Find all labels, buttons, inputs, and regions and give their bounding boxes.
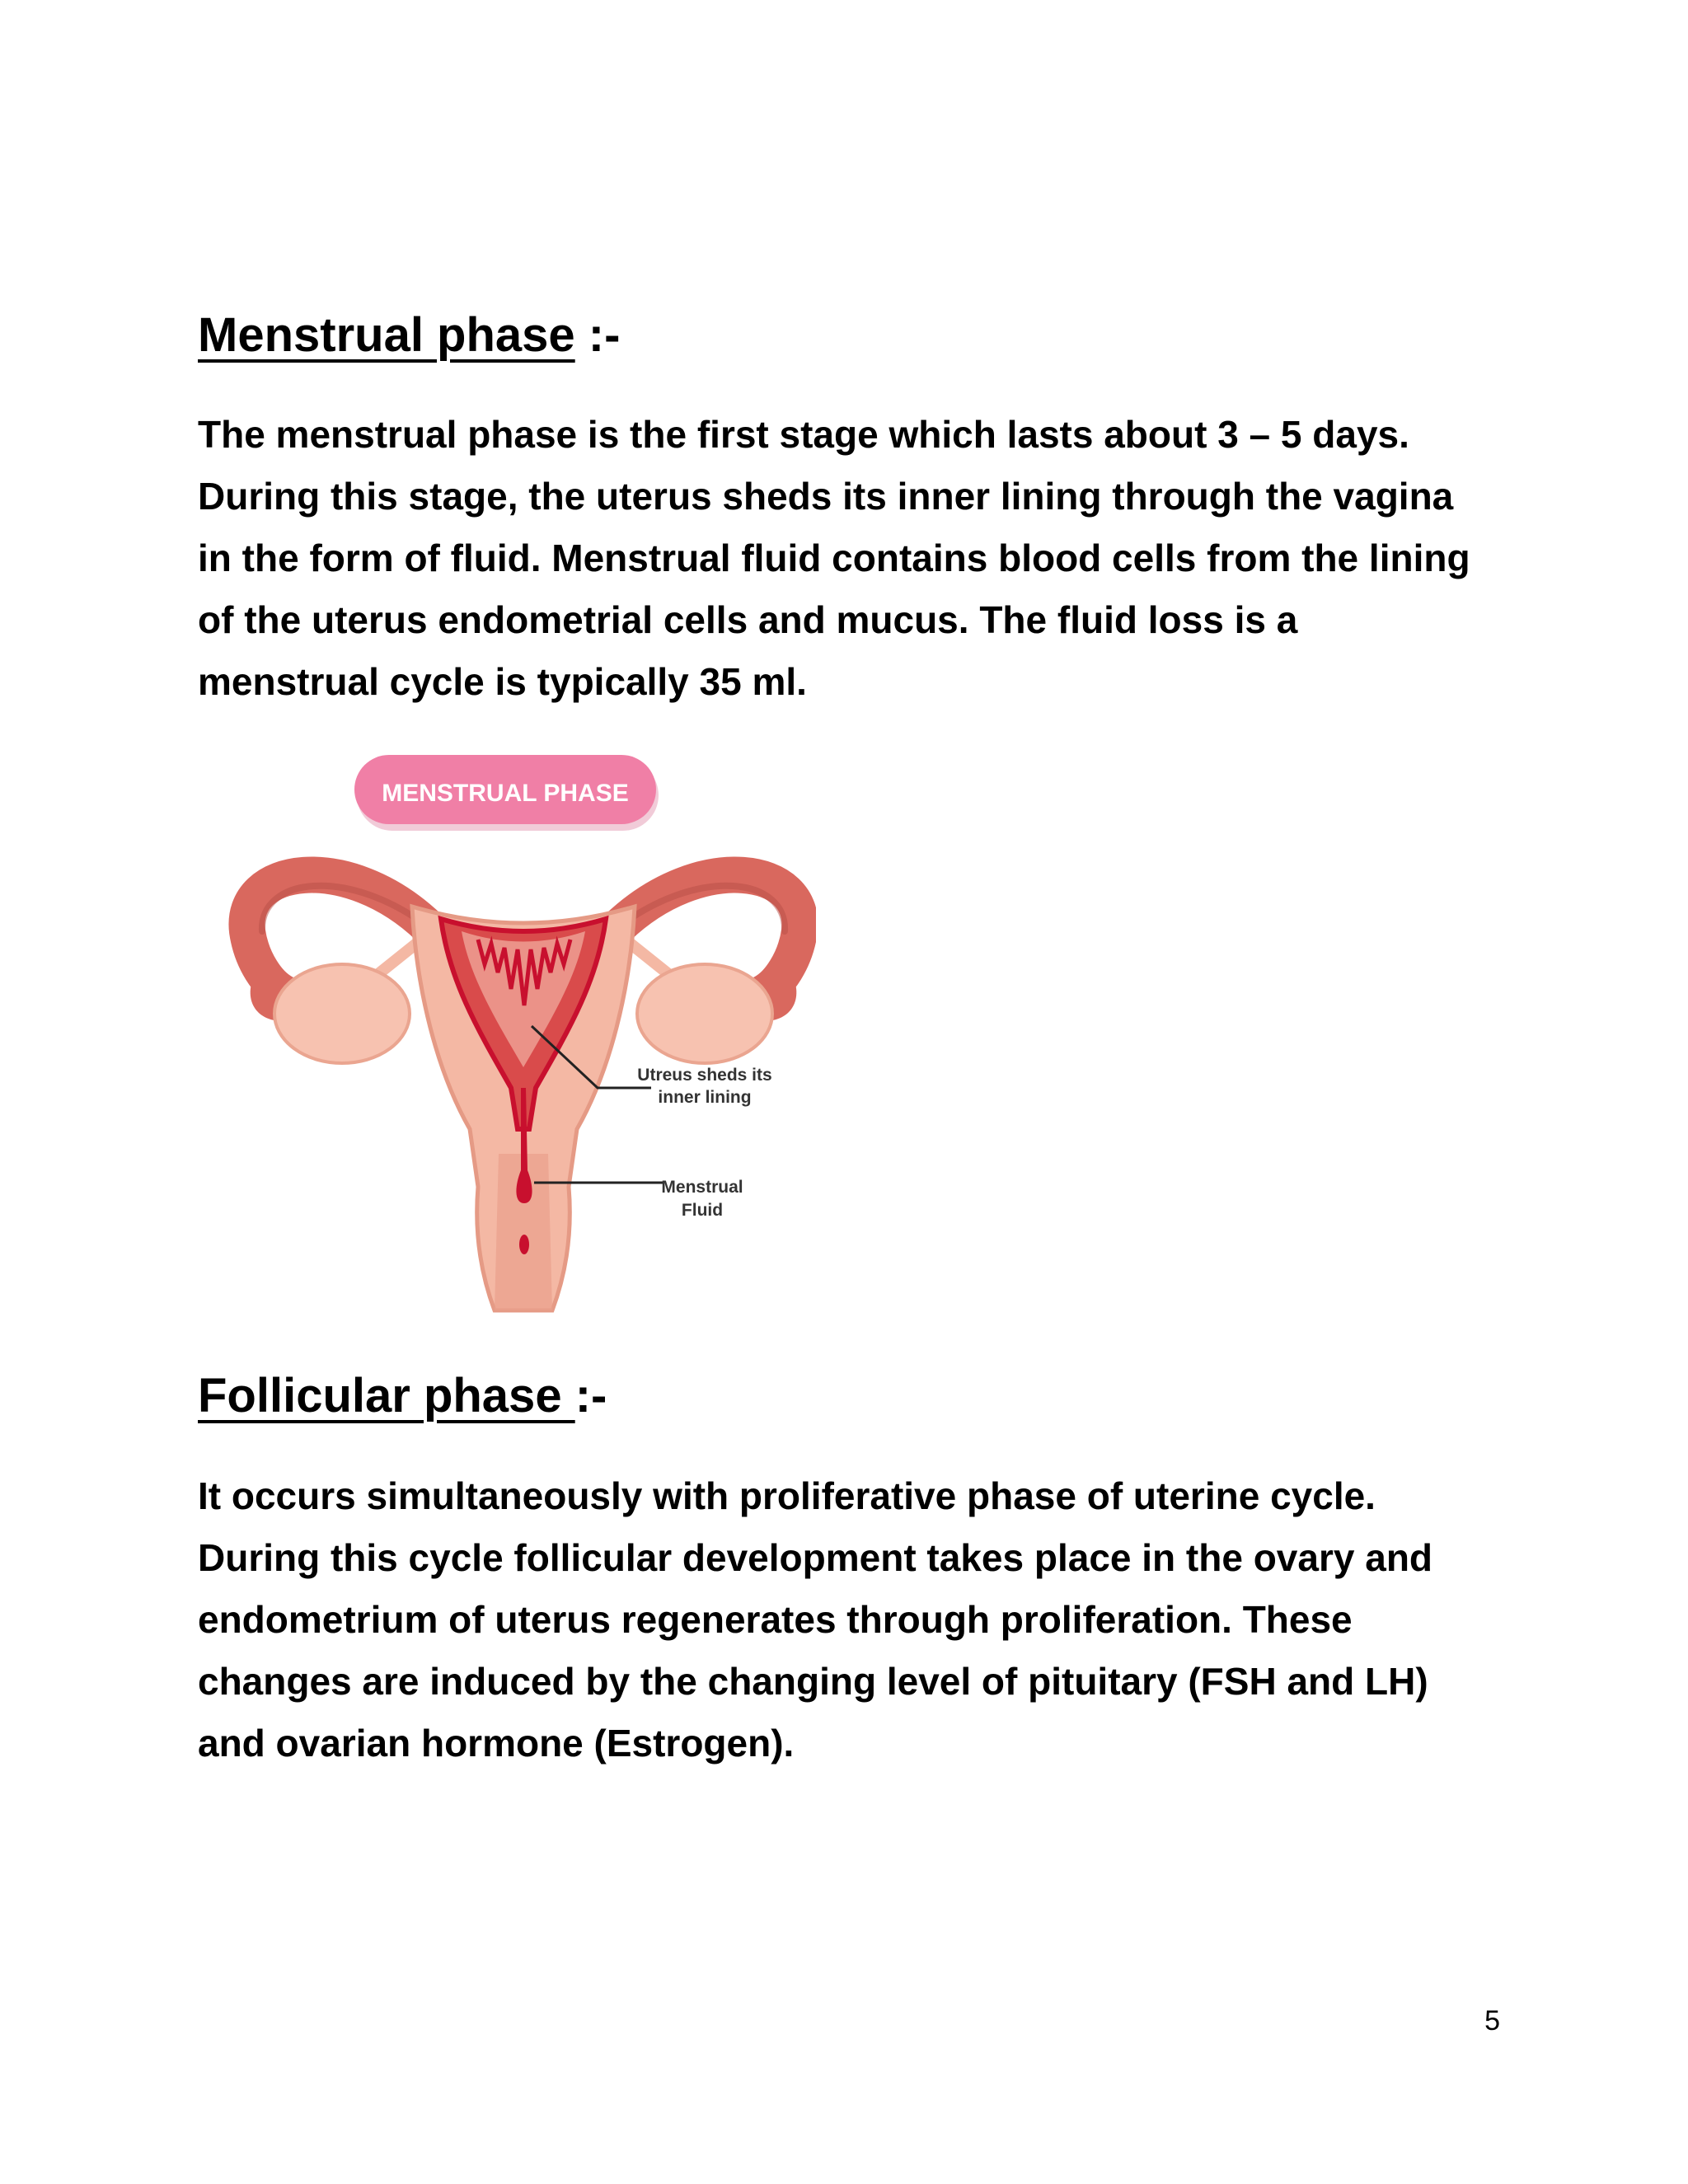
label-fluid-line1: Menstrual	[661, 1178, 743, 1197]
ovary-right	[637, 964, 772, 1063]
ovary-left	[274, 964, 410, 1063]
label-lining-line1: Utreus sheds its	[637, 1066, 772, 1085]
figure-badge	[354, 755, 659, 831]
section-heading-follicular	[198, 1369, 607, 1422]
section-heading-menstrual	[198, 308, 621, 362]
paragraph-menstrual: The menstrual phase is the first stage which lasts about 3 – 5 days. During this stage, the uterus sheds its inner lining through the vagina in the form of fluid. Menstrual fluid contains blood cells from the lining of the uterus endometrial cells and mucus. The fluid loss is a menstrual cycle is typically 35 ml.	[198, 413, 1470, 703]
heading-title: Menstrual phase	[198, 308, 575, 362]
heading-suffix: :-	[574, 1369, 607, 1422]
menstrual-phase-illustration	[223, 742, 816, 1319]
heading-suffix: :-	[574, 308, 621, 362]
page-number: 5	[1484, 2005, 1500, 2036]
label-fluid-line2: Fluid	[681, 1201, 724, 1220]
paragraph-follicular: It occurs simultaneously with proliferative phase of uterine cycle. During this cycle follicular development takes place in the ovary and endometrium of uterus regenerates through proliferation. These changes are induced by the changing level of pituitary (FSH and LH) and ovarian hormone (Estrogen).	[198, 1474, 1433, 1765]
fluid-drop	[519, 1235, 529, 1254]
figure-badge-text: MENSTRUAL PHASE	[382, 780, 629, 807]
heading-title: Follicular phase	[198, 1369, 575, 1422]
label-lining-line2: inner lining	[658, 1088, 752, 1107]
